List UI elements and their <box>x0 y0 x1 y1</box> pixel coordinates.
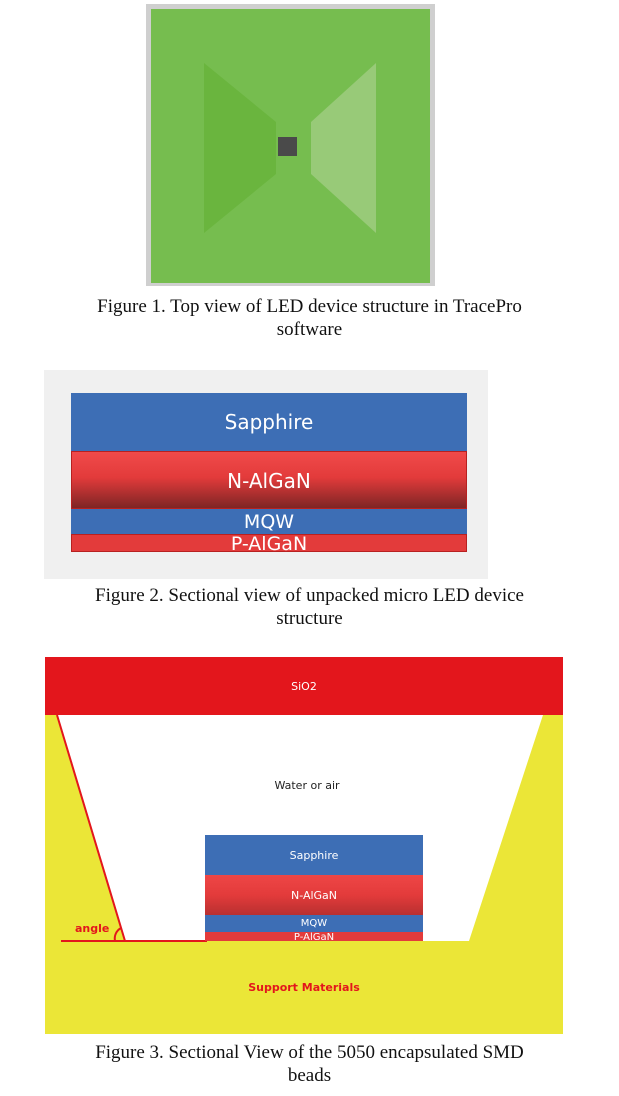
figure1-top-view <box>146 4 435 286</box>
figure2-caption <box>30 584 589 630</box>
figure1-caption-line2: software <box>276 319 343 340</box>
figure2-caption-line1: Figure 2. Sectional view of unpacked micro LED device <box>95 585 524 606</box>
figure1-caption-line1: Figure 1. Top view of LED device structure in TracePro <box>97 296 522 317</box>
figure1-caption <box>30 295 589 341</box>
figure2-sapphire-layer <box>71 393 467 451</box>
figure3-sapphire-label: Sapphire <box>289 849 339 862</box>
figure2-sectional-view <box>44 370 488 579</box>
figure2-mqw-label: MQW <box>243 511 295 533</box>
figure3-p-algan-label: P-AlGaN <box>293 932 335 943</box>
figure2-sapphire-label: Sapphire <box>224 410 314 434</box>
figure2-n-algan-label: N-AlGaN <box>227 469 311 493</box>
figure3-support-label: Support Materials <box>248 981 360 994</box>
figure2-n-algan-layer <box>71 451 467 509</box>
figure1-chip <box>278 137 297 156</box>
figure3-angle-label: angle <box>75 922 110 935</box>
figure3-medium-label: Water or air <box>274 779 340 792</box>
figure3-caption-line1: Figure 3. Sectional View of the 5050 encapsulated SMD <box>95 1042 524 1063</box>
figure2-p-algan-label: P-AlGaN <box>230 533 308 555</box>
figure2-mqw-layer <box>71 509 467 536</box>
figure3-sio2-label: SiO2 <box>291 680 317 693</box>
figure3-n-algan-label: N-AlGaN <box>290 889 338 902</box>
figure3-caption-line2: beads <box>287 1065 332 1086</box>
figure2-caption-line2: structure <box>276 608 343 629</box>
figure3-caption <box>30 1041 589 1087</box>
figure3-smd-bead-section <box>45 657 563 1034</box>
figure3-mqw-label: MQW <box>300 918 328 929</box>
figure2-p-algan-layer <box>71 533 467 555</box>
